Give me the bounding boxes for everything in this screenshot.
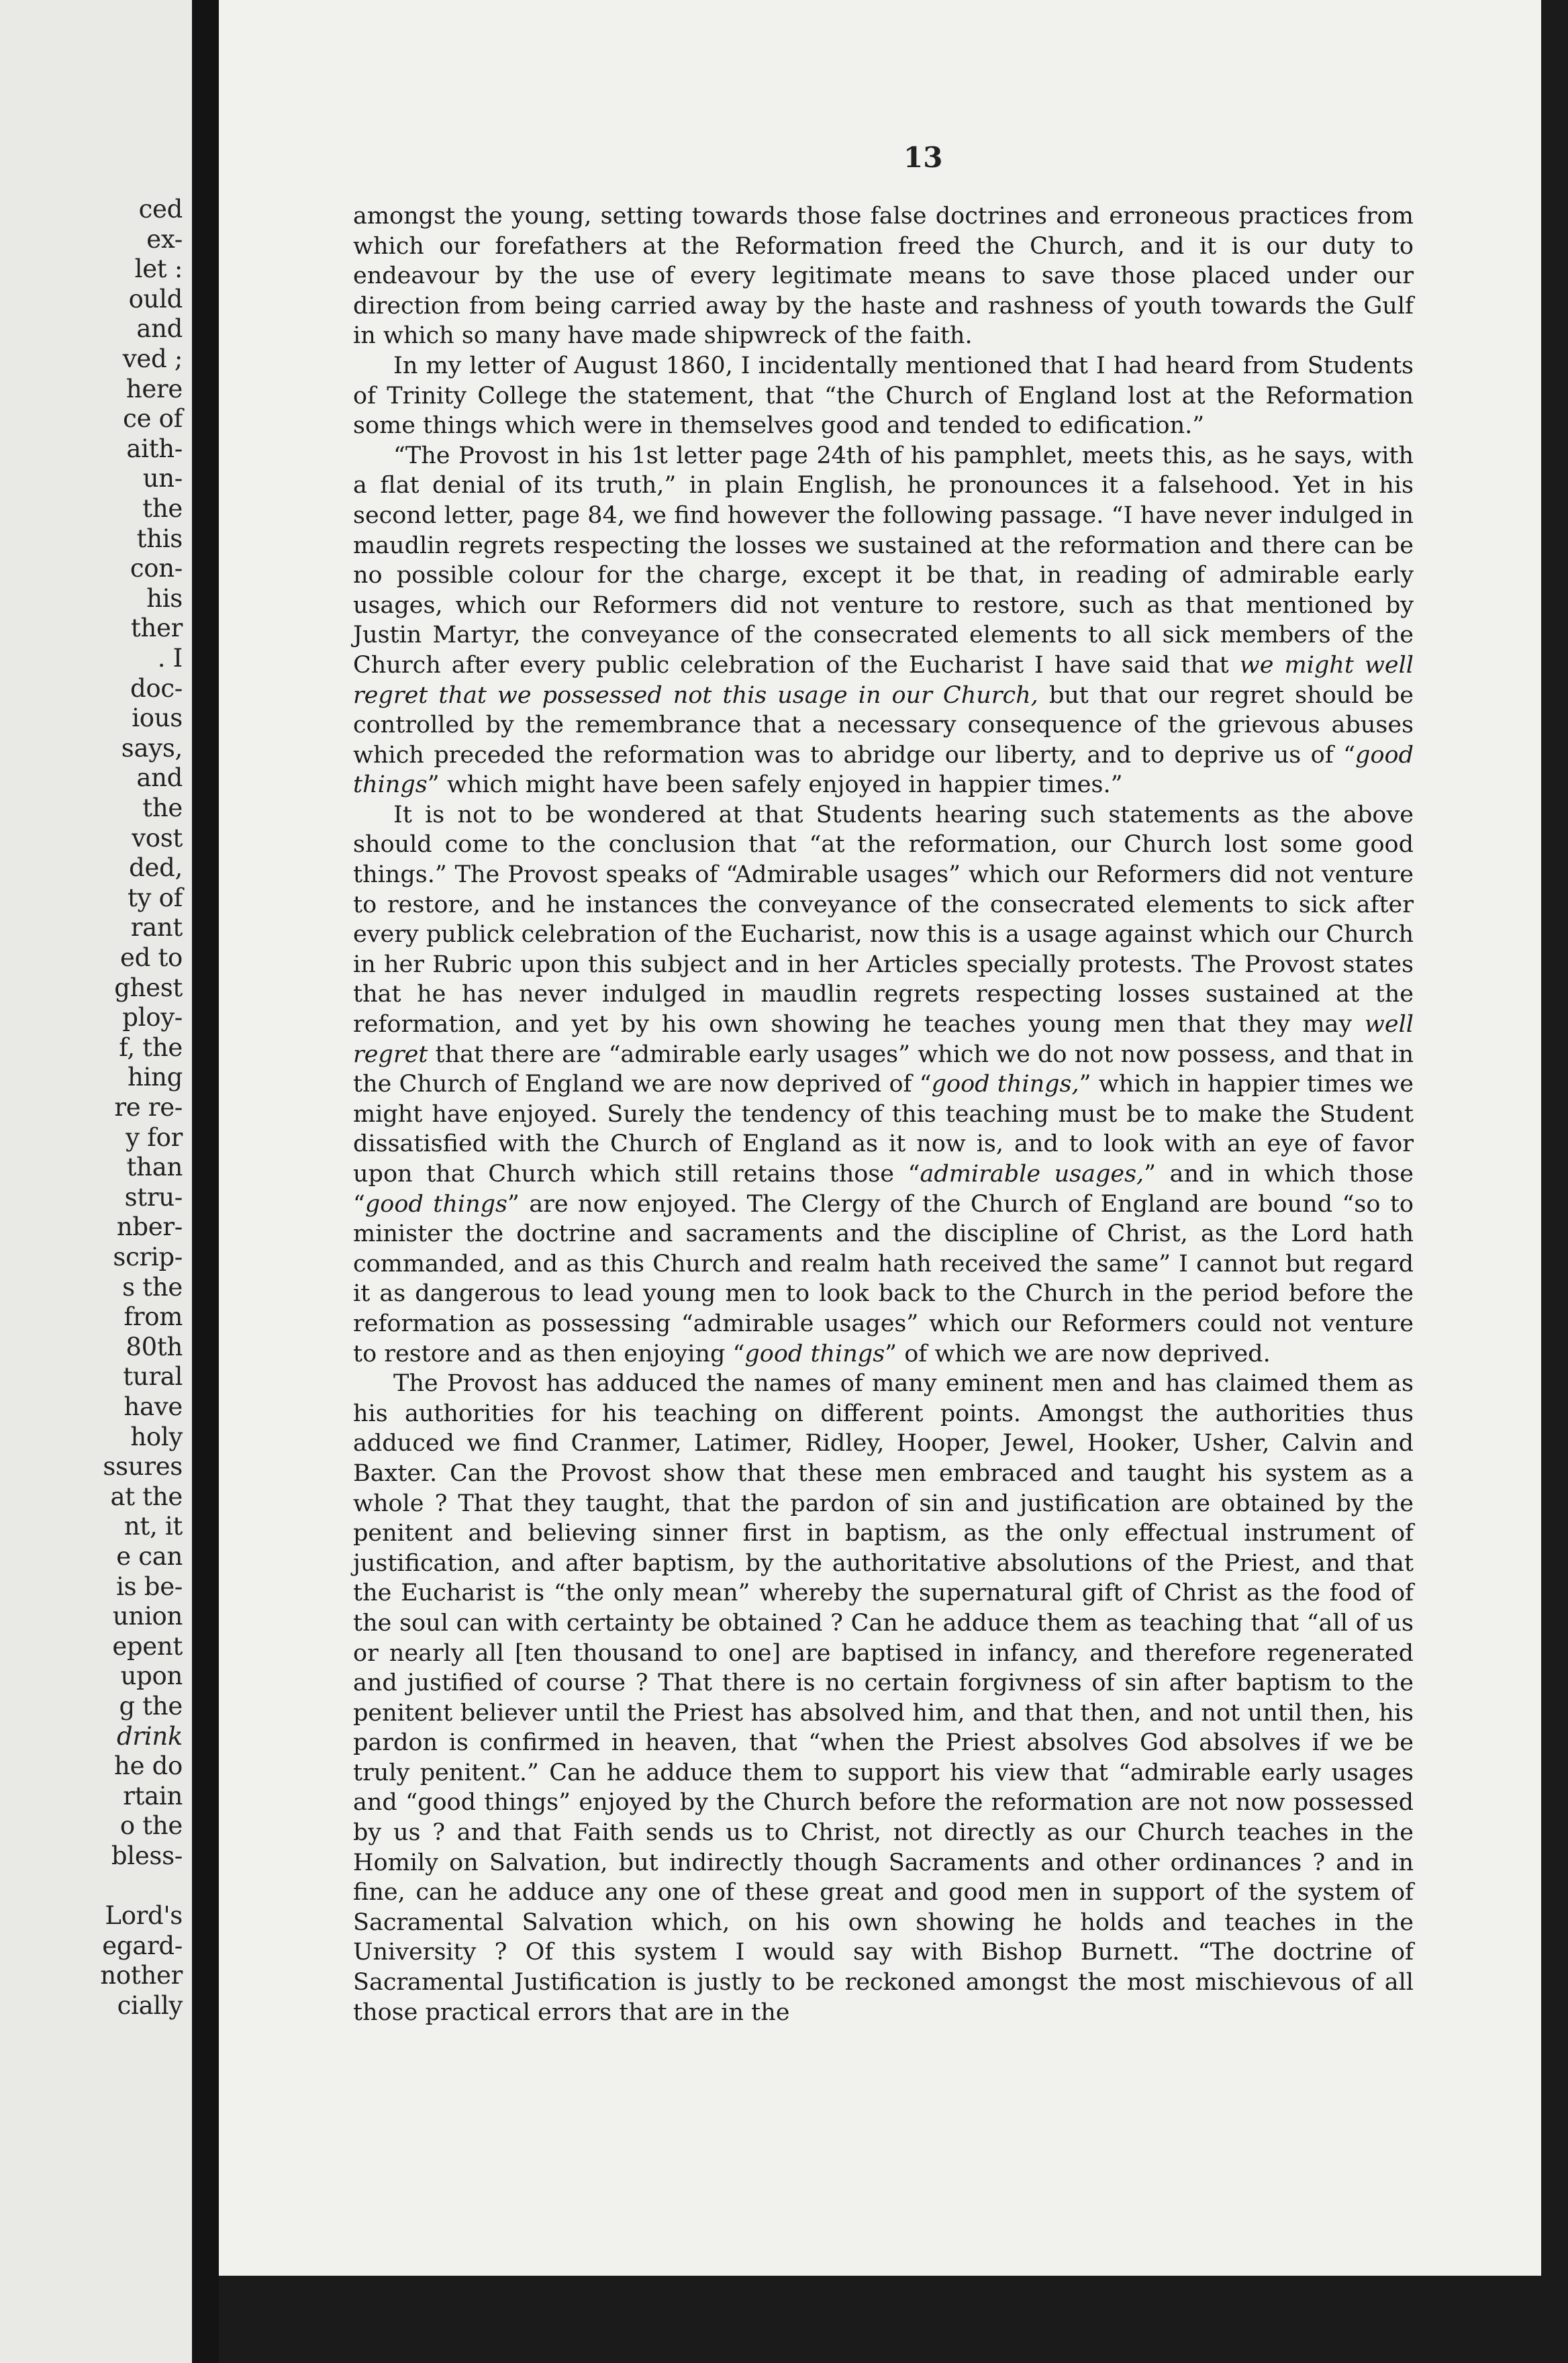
- paragraph-2: In my letter of August 1860, I incidentally mentioned that I had heard from Students of Trinity College the statement, that “the Church of England lost at the Reformation some things which were in themselves good and tended to edification.”: [353, 352, 1414, 440]
- paragraph-4-text-6: ” of which we are now deprived.: [885, 1340, 1271, 1367]
- paragraph-3-italic-2: good things: [353, 741, 1414, 799]
- left-fragment: upon: [120, 1661, 183, 1691]
- left-fragment: doc-: [130, 673, 183, 703]
- left-fragment: this: [136, 524, 183, 553]
- paragraph-4-text-5: ” are now enjoyed. The Clergy of the Church of England are bound “so to minister the doctrine and sacraments and the discipline of Christ, as the Lord hath commanded, and as this Church and realm hath received the same” I cannot but regard it as dangerous to lead young men to look back to the Church in the period before the reformation as possessing “admirable usages” which our Reformers could not venture to restore and as then enjoying “: [353, 1190, 1414, 1367]
- left-fragment: un-: [142, 464, 183, 493]
- left-fragment: s the: [122, 1272, 183, 1302]
- left-fragment: ty of: [127, 883, 183, 912]
- left-fragment: e can: [116, 1542, 183, 1571]
- page-number: 13: [903, 141, 943, 174]
- left-fragment: ex-: [146, 224, 183, 254]
- left-fragment: let :: [134, 254, 183, 284]
- paragraph-4-text-4: ” and in which those “: [353, 1161, 1414, 1218]
- left-fragment: nother: [100, 1961, 183, 1990]
- left-fragment: the: [142, 793, 183, 822]
- left-fragment: ploy-: [122, 1003, 183, 1032]
- left-fragment: here: [126, 374, 183, 403]
- left-fragment: scrip-: [113, 1243, 183, 1271]
- left-fragment: y for: [126, 1122, 183, 1152]
- left-fragment: re re-: [114, 1093, 183, 1122]
- left-fragment: aith-: [126, 434, 183, 463]
- paragraph-3-italic: we might well regret that we possessed not this usage in our Church,: [353, 651, 1414, 709]
- paragraph-4-text-3: ” which in happier times we might have enjoyed. Surely the tendency of this teaching must be to make the Student dissatisfied with the Church of England as it now is, and to look with an eye of favor upon that Church which still retains those “: [353, 1071, 1414, 1188]
- left-fragment: ved ;: [122, 344, 183, 373]
- left-fragment: ther: [130, 614, 183, 643]
- paragraph-4-italic: well regret: [353, 1011, 1414, 1068]
- paragraph-5: The Provost has adduced the names of many eminent men and has claimed them as his authorities for his teaching on different points. Amongst the authorities thus adduced we find Cranmer, Latimer, Ridley, Hooper, Jewel, Hooker, Usher, Calvin and Baxter. Can the Provost show that these men embraced and taught his system as a whole ? That they taught, that the pardon of sin and justification are obtained by the penitent and believing sinner first in baptism, as the only effectual instrument of justification, and after baptism, by the authoritative absolutions of the Priest, and that the Eucharist is “the only mean” whereby the supernatural gift of Christ as the food of the soul can with certainty be obtained ? Can he adduce them as teaching that “all of us or nearly all [ten thousand to one] are baptised in infancy, and therefore regenerated and justified of course ? That there is no certain forgivness of sin after baptism to the penitent believer until the Priest has absolved him, and that then, and not until then, his pardon is confirmed in heaven, that “when the Priest absolves God absolves if we be truly penitent.” Can he adduce them to support his view that “admirable early usages and “good things” enjoyed by the Church before the reformation are not now possessed by us ? and that Faith sends us to Christ, not directly as our Church teaches in the Homily on Salvation, but indirectly though Sacraments and other ordinances ? and in fine, can he adduce any one of these great and good men in support of the system of Sacramental Salvation which, on his own showing he holds and teaches in the University ? Of this system I would say with Bishop Burnett. “The doctrine of Sacramental Justification is justly to be reckoned amongst the most mischievous of all those practical errors that are in the: [353, 1370, 1414, 2026]
- left-fragment: egard-: [102, 1931, 183, 1960]
- paragraph-4-italic-4: good things: [364, 1190, 507, 1218]
- paragraph-4: [353, 800, 1414, 1369]
- left-fragment: have: [124, 1392, 183, 1421]
- left-fragment: holy: [130, 1422, 183, 1451]
- left-fragment: f, the: [119, 1032, 183, 1062]
- left-fragment: bless-: [111, 1841, 183, 1870]
- left-fragment: and: [136, 763, 183, 793]
- left-fragment: vost: [132, 823, 183, 853]
- scan-edge-bottom: [219, 2276, 1568, 2363]
- left-fragment: says,: [121, 733, 183, 763]
- left-fragment: cially: [117, 1991, 183, 2020]
- right-page: [219, 0, 1568, 2363]
- left-fragment: 80th: [126, 1332, 183, 1361]
- book-gutter: [192, 0, 219, 2363]
- left-fragment: o the: [119, 1811, 183, 1841]
- left-fragment: union: [112, 1602, 183, 1631]
- paragraph-3: [353, 441, 1414, 800]
- left-fragment: ssures: [103, 1452, 183, 1482]
- left-fragment: than: [126, 1153, 183, 1182]
- left-fragment: from: [124, 1302, 183, 1332]
- left-fragment: the: [142, 494, 183, 523]
- paragraph-3-text-cont: but that our regret should be controlled by the remembrance that a necessary consequence of the grievous abuses which preceded the reformation was to abridge our liberty, and to deprive us of “: [353, 681, 1414, 769]
- paragraph-3-text-end: ” which might have been safely enjoyed in happier times.”: [427, 771, 1123, 799]
- left-fragment: his: [146, 583, 183, 613]
- left-fragment: is be-: [116, 1572, 183, 1601]
- paragraph-4-italic-5: good things: [744, 1340, 885, 1367]
- left-fragment: ed to: [120, 943, 183, 972]
- left-fragment: g the: [119, 1692, 183, 1721]
- left-fragment: con-: [130, 554, 183, 583]
- body-text: [353, 201, 1414, 2027]
- paragraph-4-italic-2: good things,: [931, 1071, 1079, 1098]
- left-fragment: he do: [114, 1751, 183, 1781]
- left-fragment: rant: [130, 913, 183, 943]
- left-fragment: ce of: [123, 404, 183, 434]
- left-fragment: ded,: [129, 853, 183, 883]
- paragraph-3-text: “The Provost in his 1st letter page 24th of his pamphlet, meets this, as he says, with a flat denial of its truth,” in plain English, he pronounces it a falsehood. Yet in his second letter, page 84, we find however the following passage. “I have never indulged in maudlin regrets respecting the losses we sustained at the reformation and there can be no possible colour for the charge, except it be that, in reading of admirable early usages, which our Reformers did not venture to restore, such as that mentioned by Justin Martyr, the conveyance of the consecrated elements to all sick members of the Church after every public celebration of the Eucharist I have said that: [353, 442, 1414, 679]
- paragraph-1: amongst the young, setting towards those false doctrines and erroneous practices from which our forefathers at the Reformation freed the Church, and it is our duty to endeavour by the use of every legitimate means to save those placed under our direction from being carried away by the haste and rashness of youth towards the Gulf in which so many have made shipwreck of the faith.: [353, 203, 1414, 350]
- left-fragment: epent: [112, 1631, 183, 1661]
- left-fragment: ould: [128, 284, 183, 314]
- left-fragment: nt, it: [124, 1512, 183, 1541]
- left-fragment: nber-: [116, 1212, 183, 1242]
- scan-edge-right: [1541, 0, 1568, 2363]
- left-fragment: Lord's: [105, 1901, 183, 1931]
- left-fragment: . I: [157, 644, 183, 673]
- paragraph-4-text-2: that there are “admirable early usages” which we do not now possess, and that in the Church of England we are now deprived of “: [353, 1041, 1414, 1098]
- left-fragment: drink: [117, 1721, 183, 1751]
- left-page-fragment: [0, 0, 192, 2363]
- left-fragment: ghest: [114, 973, 183, 1002]
- paragraph-4-text: It is not to be wondered at that Students hearing such statements as the above should come to the conclusion that “at the reformation, our Church lost some good things.” The Provost speaks of “Admirable usages” which our Reformers did not venture to restore, and he instances the conveyance of the consecrated elements to sick after every publick celebration of the Eucharist, now this is a usage against which our Church in her Rubric upon this subject and in her Articles specially protests. The Provost states that he has never indulged in maudlin regrets respecting losses sustained at the reformation, and yet by his own showing he teaches young men that they may: [353, 801, 1414, 1039]
- left-fragment: at the: [110, 1482, 183, 1511]
- left-fragment: hing: [128, 1063, 183, 1092]
- left-fragment: stru-: [124, 1182, 183, 1212]
- left-fragment: ious: [132, 704, 183, 733]
- left-fragment: tural: [123, 1362, 183, 1392]
- paragraph-4-italic-3: admirable usages,: [920, 1161, 1144, 1188]
- left-fragment: rtain: [123, 1781, 183, 1811]
- left-fragment: ced: [138, 195, 183, 224]
- left-fragment: and: [136, 314, 183, 344]
